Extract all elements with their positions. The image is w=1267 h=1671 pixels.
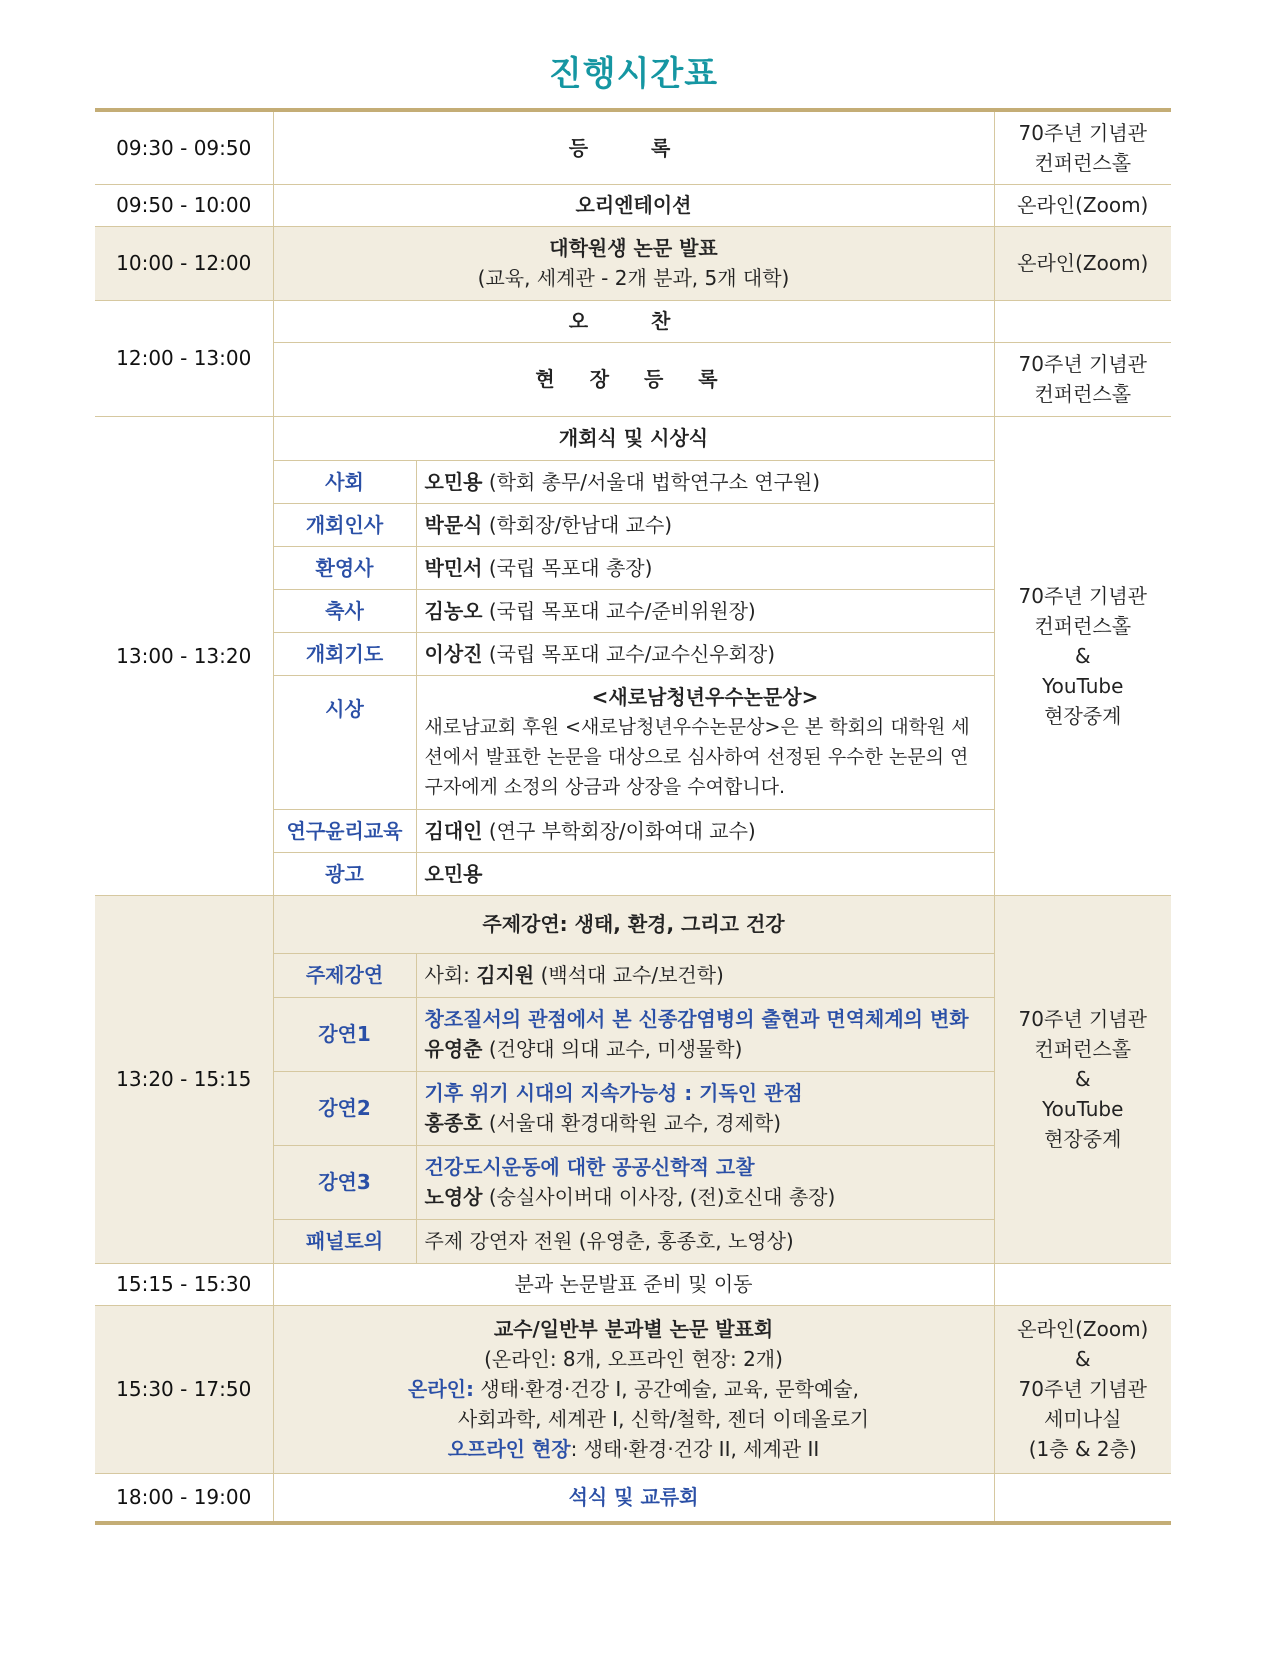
person-name: 김대인 [424, 818, 483, 843]
offline-label: 오프라인 현장 [447, 1437, 571, 1461]
section-header: 주제강연: 생태, 환경, 그리고 건강 [273, 895, 994, 953]
role-cell: 패널토의 [273, 1219, 416, 1263]
time-cell: 15:30 - 17:50 [95, 1305, 273, 1473]
role-cell: 주제강연 [273, 953, 416, 997]
schedule-row-lunch [95, 300, 1171, 342]
role-cell: 개회기도 [273, 632, 416, 675]
time-cell: 13:00 - 13:20 [95, 416, 273, 895]
time-cell: 13:20 - 15:15 [95, 895, 273, 1263]
event-cell [273, 1305, 994, 1473]
person-detail: (백석대 교수/보건학) [534, 963, 724, 987]
lecture-cell [416, 1071, 994, 1145]
schedule-row-orientation [95, 184, 1171, 226]
time-cell: 10:00 - 12:00 [95, 226, 273, 300]
event-cell [273, 300, 994, 342]
location-line: 70주년 기념관 [1018, 1007, 1147, 1031]
person-detail: (학회 총무/서울대 법학연구소 연구원) [482, 469, 821, 494]
location-line: 컨퍼런스홀 [1034, 613, 1132, 638]
location-cell [994, 1473, 1171, 1523]
time-cell: 18:00 - 19:00 [95, 1473, 273, 1523]
location-cell [994, 1263, 1171, 1305]
person-cell [416, 503, 994, 546]
lecture-topic: 기후 위기 시대의 지속가능성 : 기독인 관점 [424, 1081, 803, 1105]
person-name: 노영상 [424, 1185, 483, 1209]
person-detail: (국립 목포대 교수/교수신우회장) [482, 641, 776, 666]
event-title: 현 장 등 록 [535, 367, 732, 391]
person-detail: (연구 부학회장/이화여대 교수) [482, 818, 756, 843]
schedule-row-transition [95, 1263, 1171, 1305]
award-cell [416, 675, 994, 809]
moderator-prefix: 사회: [424, 963, 477, 987]
location-cell [994, 416, 1171, 895]
location-line: 70주년 기념관 [1018, 1377, 1147, 1401]
person-cell [416, 546, 994, 589]
person-cell [416, 589, 994, 632]
lecture-cell [416, 1145, 994, 1219]
person-detail: (학회장/한남대 교수) [482, 512, 673, 537]
person-name: 이상진 [424, 641, 483, 666]
person-detail: (서울대 환경대학원 교수, 경제학) [482, 1111, 782, 1135]
event-cell [273, 342, 994, 416]
role-cell: 환영사 [273, 546, 416, 589]
role-cell: 시상 [273, 675, 416, 809]
person-name: 오민용 [424, 861, 483, 886]
role-cell: 강연2 [273, 1071, 416, 1145]
location-line: 세미나실 [1044, 1407, 1122, 1431]
schedule-row-dinner [95, 1473, 1171, 1523]
schedule-table [95, 108, 1171, 1525]
location-line: 현장중계 [1044, 1127, 1122, 1151]
role-cell: 강연3 [273, 1145, 416, 1219]
time-cell: 09:50 - 10:00 [95, 184, 273, 226]
location-line: & [1074, 1067, 1091, 1091]
event-cell [273, 110, 994, 184]
location-line: YouTube [1042, 673, 1124, 698]
schedule-row-paper-sessions [95, 1305, 1171, 1473]
section-header: 개회식 및 시상식 [273, 416, 994, 460]
schedule-row-grad-papers [95, 226, 1171, 300]
person-detail: (건양대 의대 교수, 미생물학) [482, 1037, 743, 1061]
person-cell [416, 809, 994, 852]
lecture-cell [416, 997, 994, 1071]
event-cell: 석식 및 교류회 [273, 1473, 994, 1523]
event-title: 교수/일반부 분과별 논문 발표회 [493, 1317, 774, 1341]
role-cell: 강연1 [273, 997, 416, 1071]
role-cell: 연구윤리교육 [273, 809, 416, 852]
location-line: 컨퍼런스홀 [1034, 150, 1132, 175]
role-cell: 축사 [273, 589, 416, 632]
lecture-topic: 건강도시운동에 대한 공공신학적 고찰 [424, 1155, 755, 1179]
person-name: 홍종호 [424, 1111, 483, 1135]
person-cell [416, 460, 994, 503]
lecture-topic: 창조질서의 관점에서 본 신종감염병의 출현과 면역체계의 변화 [424, 1007, 969, 1031]
role-cell: 사회 [273, 460, 416, 503]
award-description: 새로남교회 후원 <새로남청년우수논문상>은 본 학회의 대학원 세션에서 발표한 논문을 대상으로 심사하여 선정된 우수한 논문의 연구자에게 소정의 상금과 상장을 수여합니다. [424, 716, 970, 798]
panel-cell: 주제 강연자 전원 (유영춘, 홍종호, 노영상) [416, 1219, 994, 1263]
location-line: 70주년 기념관 [1018, 583, 1147, 608]
event-title: 오 찬 [568, 309, 699, 333]
opening-ceremony-header-row [95, 416, 1171, 460]
person-name: 박문식 [424, 512, 483, 537]
time-cell: 12:00 - 13:00 [95, 300, 273, 416]
person-cell [416, 632, 994, 675]
role-cell: 개회인사 [273, 503, 416, 546]
schedule-row-registration [95, 110, 1171, 184]
event-title: 대학원생 논문 발표 [549, 236, 718, 260]
person-name: 김농오 [424, 598, 483, 623]
location-line: 70주년 기념관 [1018, 120, 1147, 145]
online-list: 생태·환경·건강 I, 공간예술, 교육, 문학예술, [474, 1377, 859, 1401]
offline-sessions [282, 1434, 986, 1464]
person-detail: (국립 목포대 교수/준비위원장) [482, 598, 756, 623]
location-line: 컨퍼런스홀 [1034, 1037, 1132, 1061]
online-label: 온라인: [408, 1377, 475, 1401]
event-cell: 오리엔테이션 [273, 184, 994, 226]
person-cell [416, 953, 994, 997]
keynote-header-row [95, 895, 1171, 953]
location-line: & [1074, 1347, 1091, 1371]
person-name: 유영춘 [424, 1037, 483, 1061]
online-list-cont: 사회과학, 세계관 I, 신학/철학, 젠더 이데올로기 [457, 1407, 870, 1431]
location-line: & [1074, 643, 1091, 668]
location-cell: 온라인(Zoom) [994, 184, 1171, 226]
time-cell: 09:30 - 09:50 [95, 110, 273, 184]
location-cell [994, 895, 1171, 1263]
location-line: 70주년 기념관 [1018, 352, 1147, 376]
event-subtitle: (교육, 세계관 - 2개 분과, 5개 대학) [477, 266, 790, 290]
location-line: (1층 & 2층) [1028, 1437, 1137, 1461]
location-cell: 온라인(Zoom) [994, 226, 1171, 300]
person-name: 김지원 [476, 963, 535, 987]
event-title: 등 록 [568, 135, 699, 160]
event-cell: 분과 논문발표 준비 및 이동 [273, 1263, 994, 1305]
person-detail: (국립 목포대 총장) [482, 555, 653, 580]
location-line: 온라인(Zoom) [1017, 1317, 1149, 1341]
person-cell [416, 852, 994, 895]
person-name: 박민서 [424, 555, 483, 580]
offline-list: : 생태·환경·건강 II, 세계관 II [570, 1437, 820, 1461]
page-title: 진행시간표 [548, 54, 719, 94]
location-line: 현장중계 [1044, 703, 1122, 728]
event-cell [273, 226, 994, 300]
location-cell [994, 300, 1171, 342]
time-cell: 15:15 - 15:30 [95, 1263, 273, 1305]
award-title: <새로남청년우수논문상> [591, 685, 819, 709]
location-cell [994, 342, 1171, 416]
location-cell [994, 110, 1171, 184]
location-line: YouTube [1042, 1097, 1124, 1121]
location-cell [994, 1305, 1171, 1473]
online-sessions [282, 1374, 986, 1404]
role-cell: 광고 [273, 852, 416, 895]
person-detail: (숭실사이버대 이사장, (전)호신대 총장) [482, 1185, 836, 1209]
location-line: 컨퍼런스홀 [1034, 382, 1132, 406]
event-subtitle: (온라인: 8개, 오프라인 현장: 2개) [484, 1347, 783, 1371]
person-name: 오민용 [424, 469, 483, 494]
